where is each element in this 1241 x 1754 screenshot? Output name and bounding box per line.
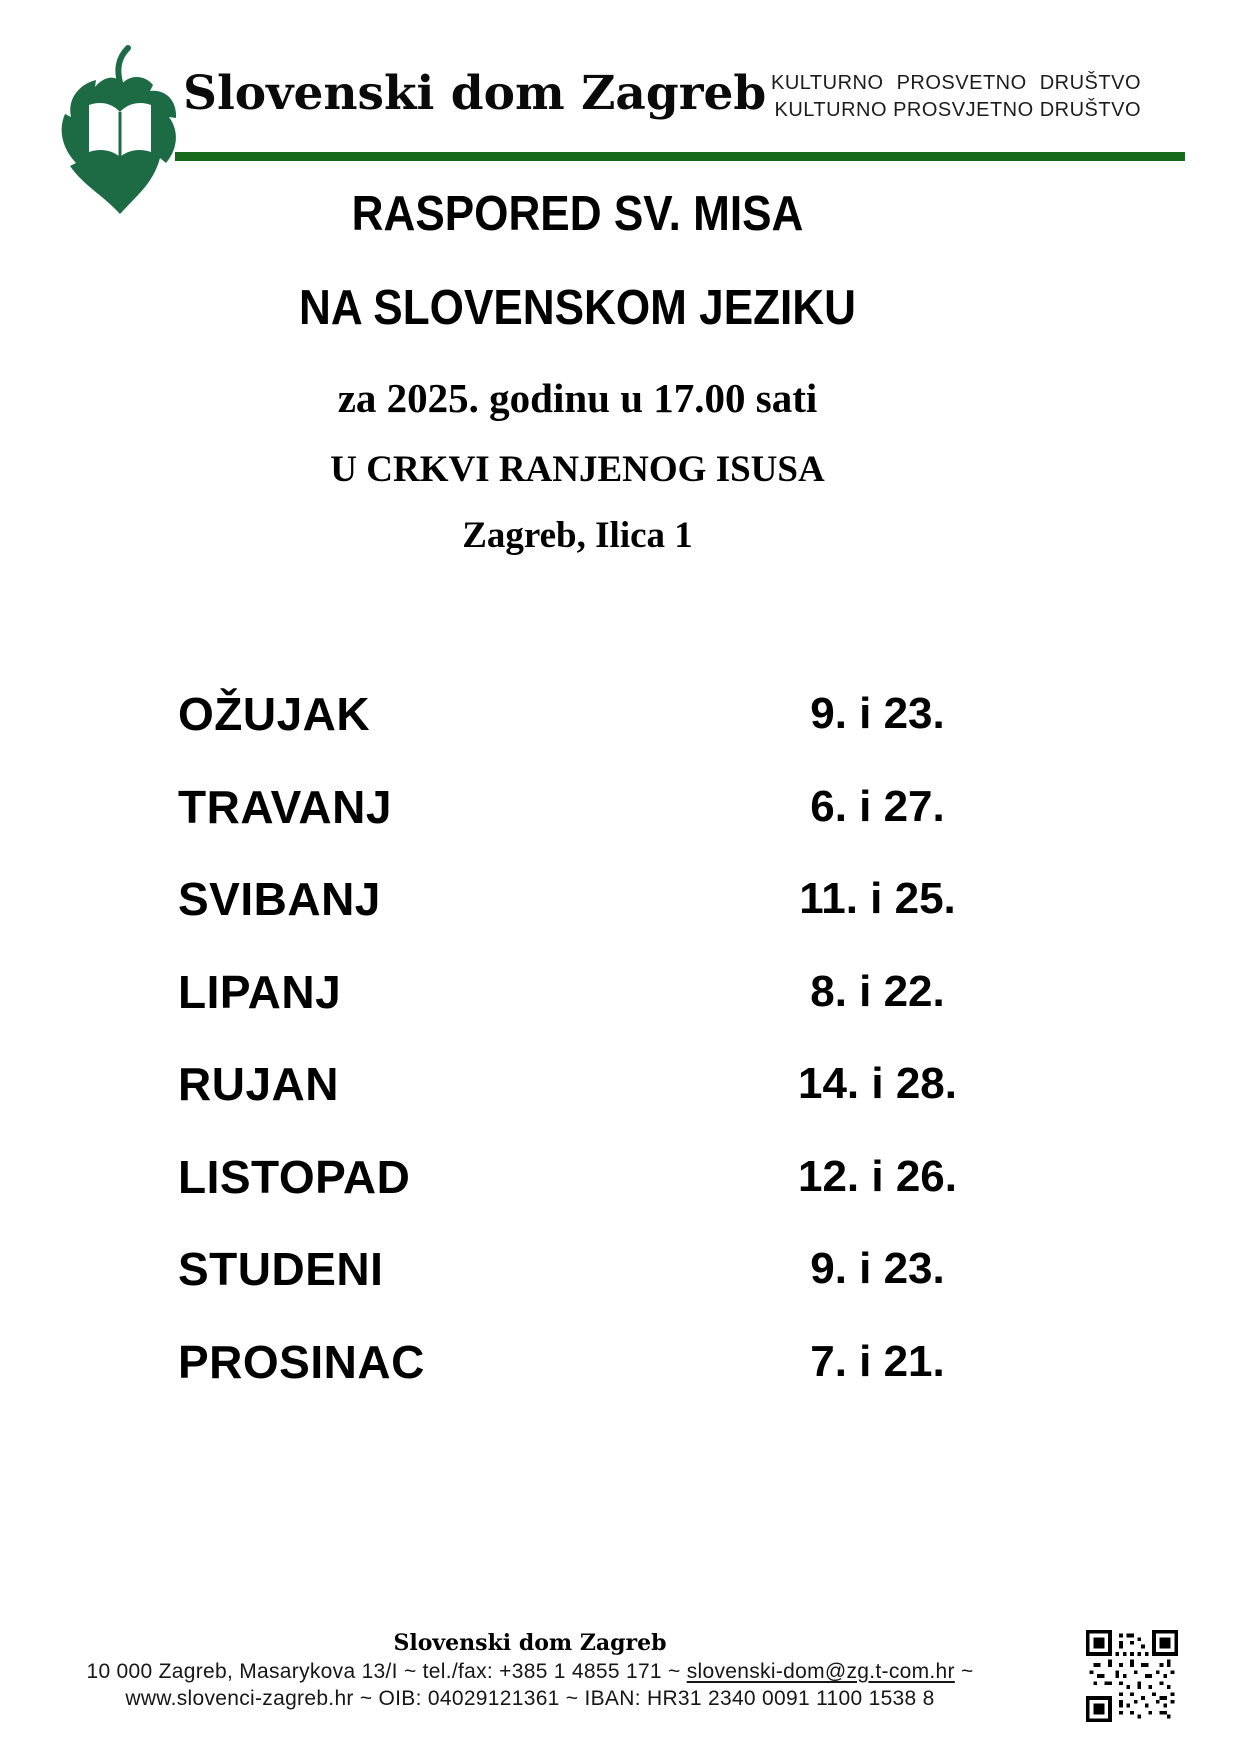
dates-value: 7. i 21. — [810, 1336, 945, 1386]
dates-value: 9. i 23. — [810, 689, 945, 739]
schedule-row-ozujak — [178, 668, 985, 761]
dates-value: 8. i 22. — [810, 966, 945, 1016]
month-label: LISTOPAD — [178, 1150, 411, 1203]
schedule-row-svibanj — [178, 853, 985, 946]
month-label: SVIBANJ — [178, 873, 381, 926]
dates-value: 6. i 27. — [810, 781, 945, 831]
footer-email-link[interactable]: slovenski-dom@zg.t-com.hr — [686, 1659, 955, 1683]
month-label: TRAVANJ — [178, 780, 392, 833]
doc-subtitle-church: U CRKVI RANJENOG ISUSA — [330, 449, 825, 490]
org-subtitle-line1: KULTURNO PROSVETNO DRUŠTVO — [771, 72, 1141, 94]
month-label: STUDENI — [178, 1243, 384, 1296]
schedule-row-rujan — [178, 1038, 985, 1131]
dates-value: 12. i 26. — [797, 1151, 957, 1201]
month-label: LIPANJ — [178, 965, 342, 1018]
schedule-row-prosinac — [178, 1316, 985, 1409]
header-divider — [175, 152, 1185, 161]
doc-subtitle-address: Zagreb, Ilica 1 — [462, 515, 693, 556]
dates-value: 9. i 23. — [810, 1244, 945, 1294]
month-label: OŽUJAK — [178, 688, 371, 741]
footer-contact-block — [0, 1630, 1060, 1713]
footer-address-line — [0, 1658, 1060, 1686]
schedule-row-listopad — [178, 1131, 985, 1224]
linden-leaf-book-logo — [50, 44, 190, 224]
footer-org-name: Slovenski dom Zagreb — [393, 1630, 667, 1656]
month-label: PROSINAC — [178, 1335, 425, 1388]
month-label: RUJAN — [178, 1058, 339, 1111]
org-subtitle-block — [771, 70, 1141, 124]
mass-schedule-table — [178, 668, 985, 1408]
schedule-row-lipanj — [178, 946, 985, 1039]
org-subtitle-line2: KULTURNO PROSVJETNO DRUŠTVO — [774, 99, 1141, 121]
dates-value: 14. i 28. — [797, 1059, 957, 1109]
footer-address-pre: 10 000 Zagreb, Masarykova 13/I ~ tel./fax: +385 1 4855 171 ~ — [86, 1659, 687, 1683]
dates-value: 11. i 25. — [799, 874, 956, 924]
schedule-row-travanj — [178, 761, 985, 854]
footer-ids-line: www.slovenci-zagreb.hr ~ OIB: 04029121361 ~ IBAN: HR31 2340 0091 1100 1538 8 — [125, 1687, 935, 1710]
doc-title-line2: NA SLOVENSKOM JEZIKU — [298, 281, 857, 335]
schedule-row-studeni — [178, 1223, 985, 1316]
org-title: Slovenski dom Zagreb — [183, 66, 767, 121]
qr-code — [1086, 1630, 1178, 1722]
doc-subtitle-year-time: za 2025. godinu u 17.00 sati — [337, 375, 818, 421]
doc-title-line1: RASPORED SV. MISA — [351, 187, 804, 241]
footer-address-post: ~ — [954, 1659, 974, 1683]
